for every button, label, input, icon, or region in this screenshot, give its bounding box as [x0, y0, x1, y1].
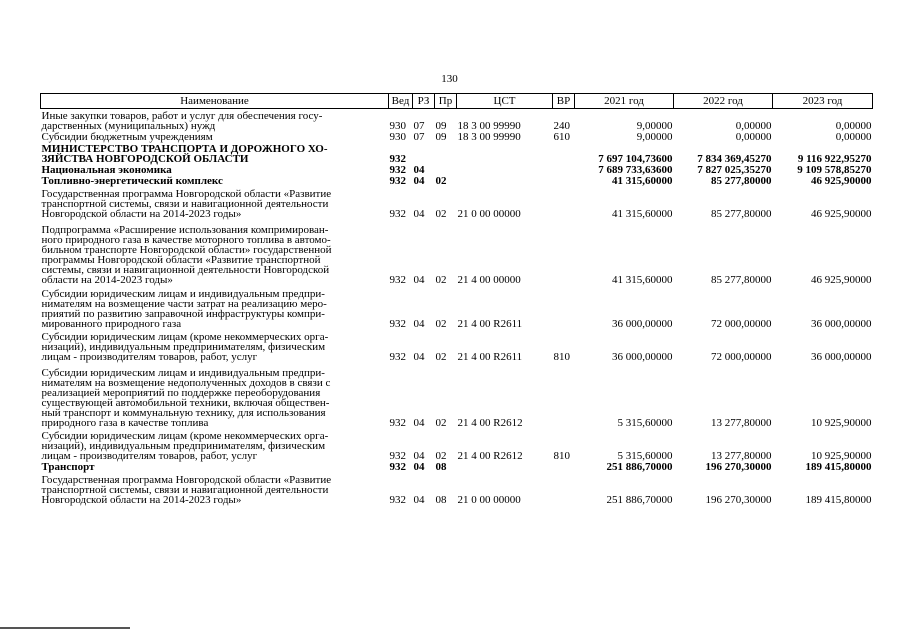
table-row [41, 131, 873, 142]
row-value-2023: 36 000,00000 [811, 351, 872, 363]
table-row [41, 186, 873, 219]
row-name: Подпрограмма «Расширение использования компримирован- ного природного газа в качестве моторного топлива в автомо- бильном транспорте Новгородской области» государственной программы Новгородской области «Развитие транспортной системы, связи и навигационной деятельности Новгородской области на 2014-2023 годы» [41, 224, 332, 286]
row-cst: 21 4 00 R2612 [457, 450, 523, 462]
row-cst [457, 461, 553, 472]
table-row [41, 175, 873, 186]
row-value-2022: 13 277,80000 [711, 417, 772, 429]
row-vr [553, 285, 575, 329]
row-rz: 04 [413, 164, 425, 176]
row-rz: 04 [413, 175, 425, 187]
row-ved: 930 [389, 131, 406, 143]
row-vr [553, 175, 575, 186]
row-vr: 240 [553, 120, 570, 132]
row-pr: 09 [435, 120, 447, 132]
row-ved: 932 [389, 450, 406, 462]
row-vr [553, 219, 575, 285]
row-pr: 02 [435, 274, 447, 286]
row-vr: 810 [553, 351, 570, 363]
row-vr [553, 186, 575, 219]
table-row [41, 219, 873, 285]
row-value-2022: 72 000,00000 [711, 318, 772, 330]
row-value-2021: 5 315,60000 [617, 450, 673, 462]
row-pr: 02 [435, 208, 447, 220]
header-rz: РЗ [413, 94, 435, 109]
row-value-2023: 0,00000 [835, 120, 872, 132]
row-value-2022: 196 270,30000 [705, 494, 772, 506]
row-pr: 02 [435, 417, 447, 429]
table-header-row [41, 94, 873, 109]
footer-divider [0, 627, 130, 629]
header-vr: ВР [553, 94, 575, 109]
row-cst: 21 4 00 R2611 [457, 351, 523, 363]
row-ved: 932 [389, 461, 406, 473]
row-value-2023: 189 415,80000 [805, 461, 872, 473]
header-2022: 2022 год [674, 94, 773, 109]
row-name: Субсидии юридическим лицам и индивидуальным предпри- нимателям на возмещение недополученных доходов в связи с реализацией мероприятий по поддержке переоборудования существующей автомобильной техники, включая обществен- ный транспорт и коммунальную технику, для использования природного газа в качестве топлива [41, 367, 331, 429]
row-name: Субсидии бюджетным учреждениям [41, 131, 213, 143]
row-pr [435, 164, 457, 175]
row-value-2023: 9 109 578,85270 [797, 164, 872, 176]
header-2021: 2021 год [575, 94, 674, 109]
row-value-2023: 10 925,90000 [811, 417, 872, 429]
row-ved: 932 [389, 417, 406, 429]
row-vr [553, 362, 575, 428]
row-value-2023: 0,00000 [835, 131, 872, 143]
header-pr: Пр [435, 94, 457, 109]
row-ved: 930 [389, 120, 406, 132]
row-value-2022: 0,00000 [735, 120, 772, 132]
row-ved: 932 [389, 164, 406, 176]
row-ved: 932 [389, 208, 406, 220]
row-value-2021: 9,00000 [636, 120, 673, 132]
row-cst [457, 142, 553, 164]
row-value-2021: 251 886,70000 [606, 494, 673, 506]
row-rz: 04 [413, 351, 425, 363]
row-rz: 04 [413, 274, 425, 286]
row-ved: 932 [389, 318, 406, 330]
row-pr: 09 [435, 131, 447, 143]
row-name: Топливно-энергетический комплекс [41, 175, 223, 187]
row-pr: 02 [435, 351, 447, 363]
row-value-2022: 7 827 025,35270 [697, 164, 772, 176]
row-vr [553, 142, 575, 164]
row-ved: 932 [389, 351, 406, 363]
row-name: Транспорт [41, 461, 95, 473]
header-2023: 2023 год [773, 94, 873, 109]
row-value-2023: 46 925,90000 [811, 274, 872, 286]
row-cst: 21 4 00 R2612 [457, 417, 523, 429]
row-rz: 04 [413, 461, 425, 473]
row-value-2023: 46 925,90000 [811, 208, 872, 220]
row-rz [413, 142, 435, 164]
table-row [41, 362, 873, 428]
row-cst: 21 0 00 00000 [457, 494, 521, 506]
budget-table [40, 93, 873, 505]
table-row [41, 142, 873, 164]
row-rz: 04 [413, 208, 425, 220]
row-pr: 02 [435, 175, 447, 187]
header-cst: ЦСТ [457, 94, 553, 109]
row-value-2021: 36 000,00000 [612, 351, 673, 363]
row-name: Субсидии юридическим лицам (кроме некоммерческих орга- низаций), индивидуальным предпринимателям, физическим лицам - производителям товаров, работ, услуг [41, 331, 329, 363]
row-value-2022: 85 277,80000 [711, 208, 772, 220]
row-value-2021: 41 315,60000 [612, 208, 673, 220]
row-rz: 07 [413, 120, 425, 132]
row-rz: 04 [413, 494, 425, 506]
row-value-2022: 72 000,00000 [711, 351, 772, 363]
table-row [41, 461, 873, 472]
row-value-2021: 9,00000 [636, 131, 673, 143]
row-cst: 18 3 00 99990 [457, 131, 521, 143]
row-ved: 932 [389, 494, 406, 506]
page-number: 130 [441, 73, 458, 85]
row-value-2021: 251 886,70000 [606, 461, 673, 473]
row-rz: 04 [413, 450, 425, 462]
row-name: Национальная экономика [41, 164, 172, 176]
row-value-2022: 7 834 369,45270 [697, 153, 772, 165]
row-vr [553, 164, 575, 175]
row-pr: 02 [435, 450, 447, 462]
row-ved: 932 [389, 274, 406, 286]
table-row [41, 285, 873, 329]
row-value-2022: 85 277,80000 [711, 175, 772, 187]
row-rz: 07 [413, 131, 425, 143]
table-row [41, 428, 873, 461]
row-rz: 04 [413, 318, 425, 330]
row-cst: 21 4 00 00000 [457, 274, 521, 286]
row-value-2022: 196 270,30000 [705, 461, 772, 473]
row-vr [553, 472, 575, 505]
row-value-2021: 36 000,00000 [612, 318, 673, 330]
table-row [41, 472, 873, 505]
row-cst [457, 175, 553, 186]
row-name: Иные закупки товаров, работ и услуг для обеспечения госу- дарственных (муниципальных) нужд [41, 110, 323, 132]
row-value-2021: 41 315,60000 [612, 175, 673, 187]
table-row [41, 329, 873, 362]
row-name: Субсидии юридическим лицам и индивидуальным предпри- нимателям на возмещение части затрат на реализацию меро- приятий по развитию заправочной инфраструктуры компри- мированного природного газа [41, 288, 327, 330]
row-cst: 21 4 00 R2611 [457, 318, 523, 330]
row-value-2022: 85 277,80000 [711, 274, 772, 286]
row-value-2021: 7 689 733,63600 [598, 164, 673, 176]
row-value-2022: 0,00000 [735, 131, 772, 143]
row-ved: 932 [389, 175, 406, 187]
header-name: Наименование [41, 94, 389, 109]
row-cst: 18 3 00 99990 [457, 120, 521, 132]
row-value-2023: 9 116 922,95270 [797, 153, 872, 165]
row-name: Субсидии юридическим лицам (кроме некоммерческих орга- низаций), индивидуальным предпринимателям, физическим лицам - производителям товаров, работ, услуг [41, 430, 329, 462]
row-value-2023: 10 925,90000 [811, 450, 872, 462]
table-row [41, 109, 873, 132]
row-pr [435, 142, 457, 164]
row-cst [457, 164, 553, 175]
row-name: МИНИСТЕРСТВО ТРАНСПОРТА И ДОРОЖНОГО ХО- ЗЯЙСТВА НОВГОРОДСКОЙ ОБЛАСТИ [41, 143, 328, 165]
row-vr: 810 [553, 450, 570, 462]
row-rz: 04 [413, 417, 425, 429]
row-vr [553, 461, 575, 472]
row-vr: 610 [553, 131, 570, 143]
row-value-2023: 189 415,80000 [805, 494, 872, 506]
row-name: Государственная программа Новгородской области «Развитие транспортной системы, связи и навигационной деятельности Новгородской области на 2014-2023 годы» [41, 474, 332, 506]
row-pr: 08 [435, 494, 447, 506]
header-ved: Вед [389, 94, 413, 109]
table-row [41, 164, 873, 175]
row-value-2021: 5 315,60000 [617, 417, 673, 429]
row-pr: 02 [435, 318, 447, 330]
row-value-2022: 13 277,80000 [711, 450, 772, 462]
row-cst: 21 0 00 00000 [457, 208, 521, 220]
row-pr: 08 [435, 461, 447, 473]
row-ved: 932 [389, 153, 406, 165]
table-body [41, 109, 873, 506]
row-name: Государственная программа Новгородской области «Развитие транспортной системы, связи и навигационной деятельности Новгородской области на 2014-2023 годы» [41, 188, 332, 220]
row-value-2023: 46 925,90000 [811, 175, 872, 187]
row-value-2023: 36 000,00000 [811, 318, 872, 330]
row-value-2021: 7 697 104,73600 [598, 153, 673, 165]
row-value-2021: 41 315,60000 [612, 274, 673, 286]
